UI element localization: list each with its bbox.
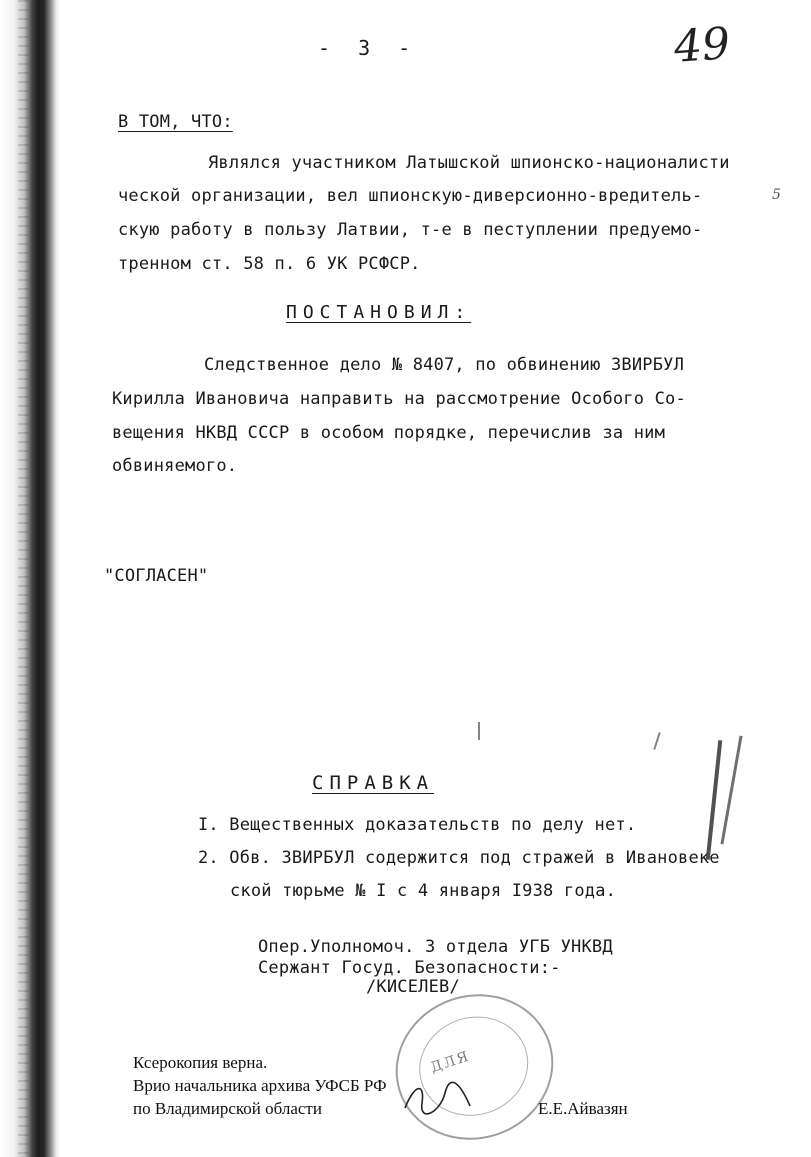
resolution-line-1: Следственное дело № 8407, по обвинению ЗВИРБУЛ	[204, 355, 685, 375]
charge-line-1: Являлся участником Латышской шпионско-националисти	[208, 153, 730, 173]
certification-line-3: по Владимирской области	[133, 1099, 322, 1118]
margin-mark: 5	[772, 187, 781, 203]
agreed-mark: "СОГЛАСЕН"	[104, 566, 209, 586]
scan-binding-noise	[18, 0, 28, 1157]
scan-scratch	[478, 722, 480, 740]
scan-scratch	[653, 732, 660, 750]
archive-folio-number: 49	[672, 18, 732, 73]
officer-rank: Сержант Госуд. Безопасности:-	[258, 958, 561, 978]
official-stamp-text: ДЛЯ	[428, 1048, 473, 1077]
resolution-line-4: обвиняемого.	[112, 456, 238, 476]
charge-line-3: скую работу в пользу Латвии, т-е в пеступлении предуемо-	[118, 220, 703, 240]
certificate-item-1: I. Вещественных доказательств по делу нет.	[198, 815, 637, 835]
certificate-item-2: 2. Обв. ЗВИРБУЛ содержится под стражей в Ивановеке	[198, 848, 720, 868]
charge-line-2: ческой организации, вел шпионскую-диверсионно-вредитель-	[118, 186, 703, 206]
certification-line-2: Врио начальника архива УФСБ РФ	[133, 1076, 387, 1095]
handwritten-signature	[400, 1078, 480, 1118]
charge-line-4: тренном ст. 58 п. 6 УК РСФСР.	[118, 254, 421, 274]
resolution-heading: ПОСТАНОВИЛ:	[286, 302, 472, 323]
certificate-item-3: ской тюрьме № I с 4 января I938 года.	[230, 881, 617, 901]
resolution-line-3: вещения НКВД СССР в особом порядке, перечислив за ним	[112, 423, 666, 443]
section-heading-charge: В ТОМ, ЧТО:	[118, 112, 233, 132]
officer-name: /КИСЕЛЕВ/	[366, 977, 460, 997]
certification-name: Е.Е.Айвазян	[538, 1099, 628, 1118]
certificate-heading: СПРАВКА	[312, 772, 435, 794]
official-stamp	[377, 974, 573, 1157]
officer-title: Опер.Уполномоч. 3 отдела УГБ УНКВД	[258, 937, 613, 957]
certification-line-1: Ксерокопия верна.	[133, 1053, 268, 1072]
resolution-line-2: Кирилла Ивановича направить на рассмотрение Особого Со-	[112, 389, 686, 409]
page-number: - 3 -	[318, 36, 419, 60]
scan-scratch	[720, 736, 742, 845]
scan-binding-edge	[0, 0, 60, 1157]
